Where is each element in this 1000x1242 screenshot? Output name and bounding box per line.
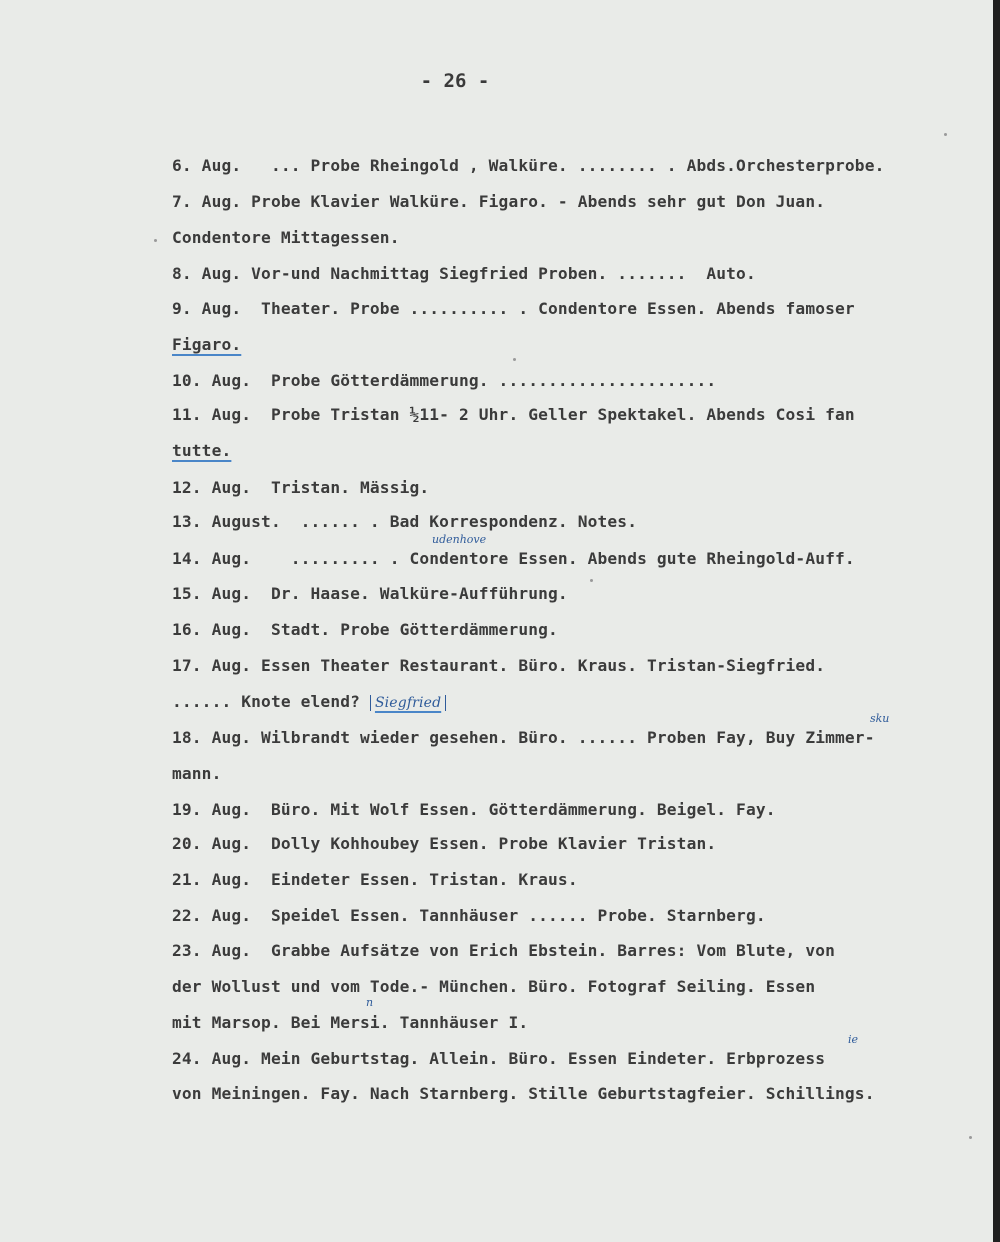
- diary-line-26: 24. Aug. Mein Geburtstag. Allein. Büro. Essen Eindeter. Erbprozess: [172, 1049, 826, 1068]
- handwritten-annotation-1: udenhove: [432, 533, 487, 546]
- diary-line-21: 21. Aug. Eindeter Essen. Tristan. Kraus.: [172, 870, 578, 889]
- diary-line-5: 9. Aug. Theater. Probe .......... . Condentore Essen. Abends famoser: [172, 299, 855, 318]
- diary-line-7: 10. Aug. Probe Götterdämmerung. ......................: [172, 371, 717, 390]
- diary-line-15: 17. Aug. Essen Theater Restaurant. Büro. Kraus. Tristan-Siegfried.: [172, 656, 826, 675]
- diary-line-6-text: Figaro.: [172, 335, 242, 354]
- diary-line-16: [172, 692, 446, 711]
- diary-line-24: der Wollust und vom Tode.- München. Büro. Fotograf Seiling. Essen: [172, 977, 816, 996]
- diary-line-6: [172, 335, 241, 354]
- diary-line-19: 19. Aug. Büro. Mit Wolf Essen. Götterdämmerung. Beigel. Fay.: [172, 800, 776, 819]
- diary-line-18: mann.: [172, 764, 222, 783]
- diary-line-2: [172, 192, 825, 211]
- diary-line-27: von Meiningen. Fay. Nach Starnberg. Stille Geburtstagfeier. Schillings.: [172, 1084, 875, 1103]
- diary-line-1: 6. Aug. ... Probe Rheingold , Walküre. ........ . Abds.Orchesterprobe.: [172, 156, 885, 175]
- diary-line-14: 16. Aug. Stadt. Probe Götterdämmerung.: [172, 620, 558, 639]
- diary-line-11: 13. August. ...... . Bad Korrespondenz. Notes.: [172, 512, 638, 531]
- page-number: - 26 -: [420, 70, 490, 92]
- handwritten-annotation-4: ie: [848, 1033, 859, 1046]
- diary-line-9: [172, 441, 231, 460]
- paper-speck: [969, 1136, 972, 1139]
- diary-line-2-text: 7. Aug. Probe Klavier Walküre. Figaro. - Abends sehr gut Don Juan.: [172, 192, 826, 211]
- diary-line-22: 22. Aug. Speidel Essen. Tannhäuser ...... Probe. Starnberg.: [172, 906, 766, 925]
- diary-line-13: 15. Aug. Dr. Haase. Walküre-Aufführung.: [172, 584, 568, 603]
- handwritten-annotation-2: sku: [870, 712, 890, 725]
- diary-line-23: 23. Aug. Grabbe Aufsätze von Erich Ebstein. Barres: Vom Blute, von: [172, 941, 836, 960]
- diary-line-10: 12. Aug. Tristan. Mässig.: [172, 478, 430, 497]
- diary-line-9-text: tutte.: [172, 441, 232, 460]
- paper-speck: [590, 579, 593, 582]
- diary-line-16-text: ...... Knote elend?: [172, 692, 361, 711]
- diary-line-17: 18. Aug. Wilbrandt wieder gesehen. Büro. ...... Proben Fay, Buy Zimmer-: [172, 728, 875, 747]
- handwritten-bracket-annotation: Siegfried: [370, 695, 446, 711]
- diary-line-4: 8. Aug. Vor-und Nachmittag Siegfried Proben. ....... Auto.: [172, 264, 756, 283]
- paper-speck: [513, 358, 516, 361]
- diary-line-20: 20. Aug. Dolly Kohhoubey Essen. Probe Klavier Tristan.: [172, 834, 717, 853]
- handwritten-annotation-3: n: [366, 996, 374, 1009]
- diary-line-3: Condentore Mittagessen.: [172, 228, 400, 247]
- paper-speck: [154, 239, 157, 242]
- diary-line-25: mit Marsop. Bei Mersi. Tannhäuser I.: [172, 1013, 529, 1032]
- paper-speck: [944, 133, 947, 136]
- diary-line-12: 14. Aug. ......... . Condentore Essen. Abends gute Rheingold-Auff.: [172, 549, 855, 568]
- diary-line-8: 11. Aug. Probe Tristan ½11- 2 Uhr. Geller Spektakel. Abends Cosi fan: [172, 405, 855, 424]
